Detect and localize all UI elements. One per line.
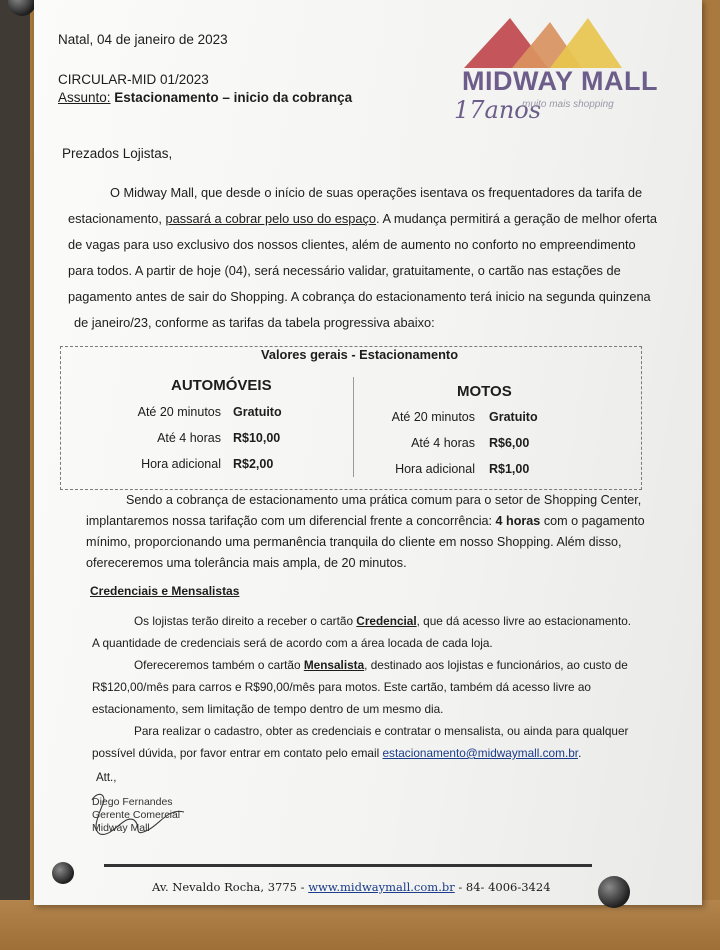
credentials-bold: Credencial	[356, 614, 417, 628]
pushpin-icon	[598, 876, 630, 908]
credentials-line	[92, 742, 631, 764]
cars-row-label: Hora adicional	[141, 457, 221, 471]
logo-tagline: muito mais shopping	[522, 99, 614, 110]
parking-rates-table	[60, 346, 642, 490]
cars-row-label: Até 20 minutos	[137, 405, 221, 419]
cars-row-value: Gratuito	[233, 405, 282, 419]
closing: Att.,	[96, 772, 117, 784]
corkboard-frame	[0, 0, 30, 950]
date-line: Natal, 04 de janeiro de 2023	[58, 32, 228, 47]
footer	[152, 880, 551, 894]
credentials-line: A quantidade de credenciais será de acordo com a área locada de cada loja.	[92, 636, 493, 650]
cars-row-value: R$10,00	[233, 431, 281, 445]
motos-row-label: Hora adicional	[395, 462, 475, 476]
credentials-text: Ofereceremos também o cartão	[134, 658, 301, 672]
email-link[interactable]: estacionamento@midwaymall.com.br	[382, 746, 579, 760]
credentials-text: possível dúvida, por favor entrar em contato pelo email	[92, 746, 380, 760]
credentials-text: , que dá acesso livre ao estacionamento.	[416, 614, 632, 628]
intro-underlined: passará a cobrar pelo uso do espaço	[165, 211, 377, 226]
signature-name: Diego Fernandes	[92, 796, 173, 808]
footer-phone: - 84- 4006-3424	[458, 880, 551, 894]
pricing-line: Sendo a cobrança de estacionamento uma prática comum para o setor de Shopping Center,	[126, 493, 642, 507]
footer-website-link[interactable]: www.midwaymall.com.br	[308, 880, 455, 894]
subject-label: Assunto:	[58, 90, 111, 105]
credentials-bold: Mensalista	[303, 658, 365, 672]
signature-company: Midway Mall	[92, 822, 150, 834]
credentials-line: estacionamento, sem limitação de tempo dentro de um mesmo dia.	[92, 702, 444, 716]
intro-line	[68, 206, 657, 232]
credentials-line: Para realizar o cadastro, obter as credenciais e contratar o mensalista, ou ainda para qualquer	[134, 724, 629, 738]
credentials-line	[92, 654, 631, 676]
pricing-bold: 4 horas	[495, 514, 541, 528]
signature-block	[92, 796, 180, 835]
credentials-text: , destinado aos lojistas e funcionários, ao custo de	[364, 658, 628, 672]
intro-text: estacionamento,	[68, 211, 162, 226]
pushpin-icon	[52, 862, 74, 884]
credentials-paragraph	[92, 610, 631, 764]
motos-row-value: Gratuito	[489, 410, 538, 424]
motos-row-value: R$1,00	[489, 462, 530, 476]
intro-line: de vagas para uso exclusivo dos nossos clientes, além de aumento no conforto no empreendimento	[68, 237, 636, 252]
motos-heading: MOTOS	[457, 383, 512, 400]
motos-row-value: R$6,00	[489, 436, 530, 450]
pricing-line: mínimo, proporcionando uma permanência tranquila do cliente em nosso Shopping. Além disso,	[86, 535, 622, 549]
intro-line: O Midway Mall, que desde o início de suas operações isentava os frequentadores da tarifa de	[110, 185, 643, 200]
cars-row-value: R$2,00	[233, 457, 274, 471]
pricing-text: com o pagamento	[543, 514, 645, 528]
cars-row-label: Até 4 horas	[157, 431, 221, 445]
credentials-text: Os lojistas terão direito a receber o cartão	[134, 614, 354, 628]
intro-line: de janeiro/23, conforme as tarifas da tabela progressiva abaixo:	[74, 315, 435, 330]
circular-letter	[34, 0, 702, 905]
footer-address: Av. Nevaldo Rocha, 3775 -	[152, 880, 305, 894]
pricing-paragraph	[86, 490, 645, 574]
section-title: Credenciais e Mensalistas	[90, 584, 240, 598]
motos-row-label: Até 20 minutos	[391, 410, 475, 424]
footer-divider	[104, 864, 592, 867]
credentials-text: .	[578, 746, 582, 760]
pricing-line: ofereceremos uma tolerância mais ampla, de 20 minutos.	[86, 556, 407, 570]
subject-text: Estacionamento – inicio da cobrança	[114, 90, 353, 105]
credentials-line: R$120,00/mês para carros e R$90,00/mês para motos. Este cartão, também dá acesso livre ao	[92, 680, 591, 694]
intro-paragraph	[68, 180, 657, 336]
column-divider	[353, 377, 354, 477]
signature-role: Gerente Comercial	[92, 809, 181, 821]
intro-line: para todos. A partir de hoje (04), será necessário validar, gratuitamente, o cartão nas estações de	[68, 263, 621, 278]
cars-heading: AUTOMÓVEIS	[171, 377, 272, 394]
motos-row-label: Até 4 horas	[411, 436, 475, 450]
intro-line: pagamento antes de sair do Shopping. A cobrança do estacionamento terá inicio na segunda quinzena	[68, 289, 651, 304]
pricing-text: implantaremos nossa tarifação com um diferencial frente a concorrência:	[86, 514, 492, 528]
pricing-line	[86, 511, 645, 532]
intro-text: . A mudança permitirá a geração de melhor oferta	[376, 211, 658, 226]
logo-anos: 17anos	[454, 96, 542, 124]
midway-logo-icon	[464, 14, 624, 70]
logo-name: MIDWAY MALL	[462, 66, 659, 96]
subject-line	[58, 90, 352, 106]
table-title: Valores gerais - Estacionamento	[261, 347, 459, 362]
circular-number: CIRCULAR-MID 01/2023	[58, 72, 209, 87]
greeting: Prezados Lojistas,	[62, 146, 173, 161]
credentials-line	[92, 610, 631, 632]
